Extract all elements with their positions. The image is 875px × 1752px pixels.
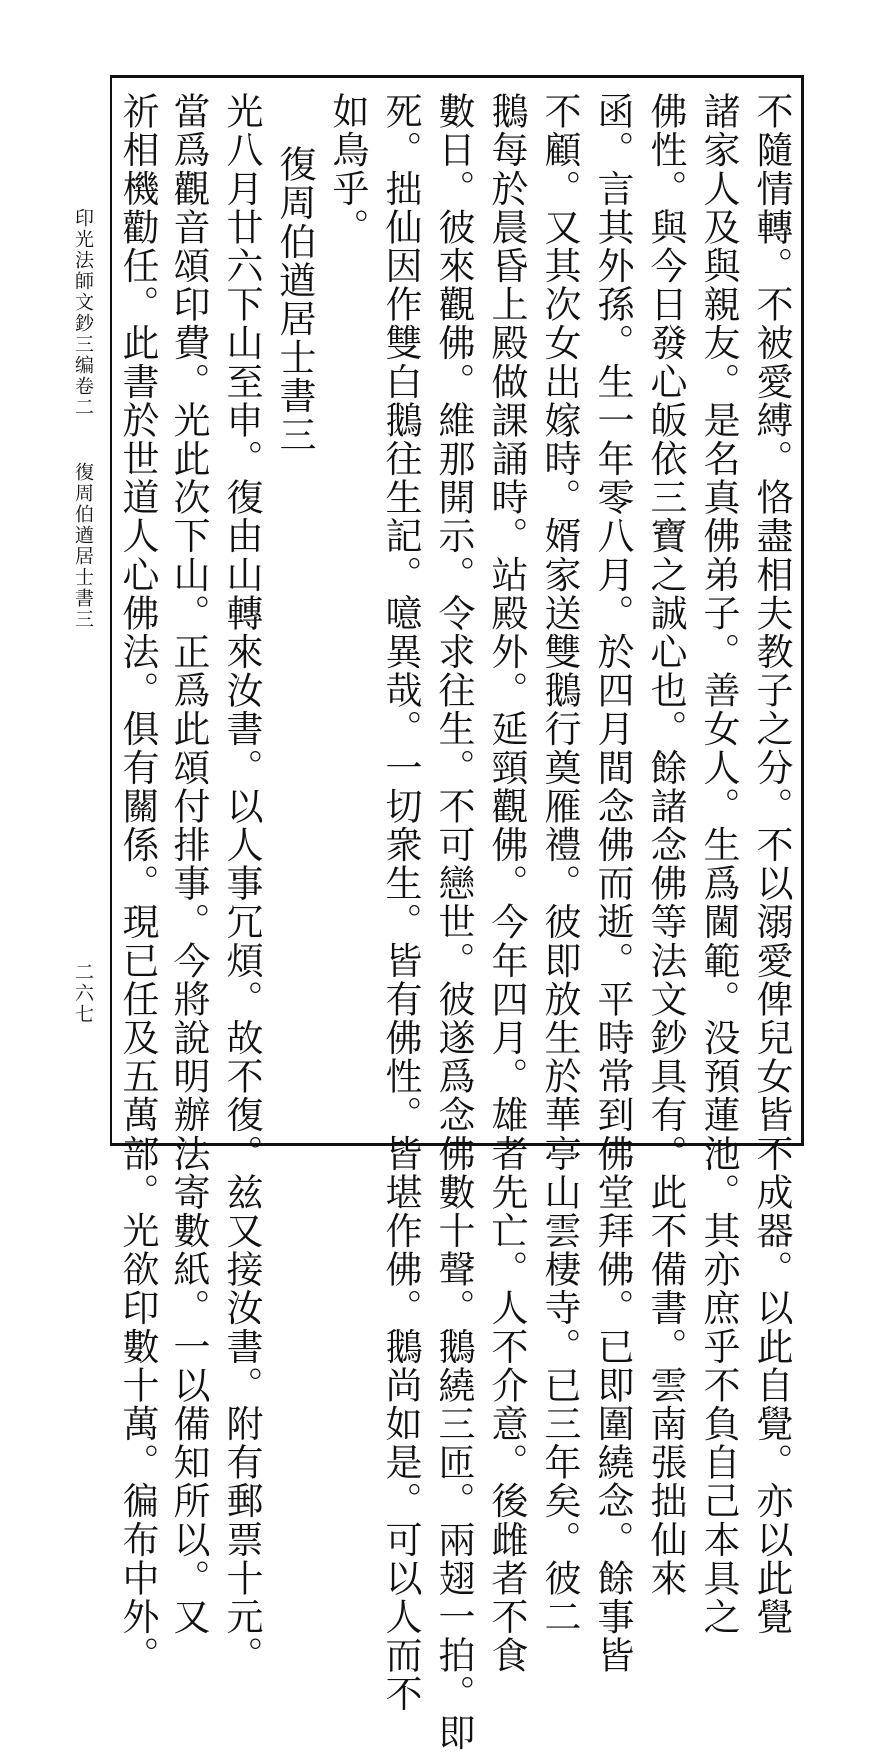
text-column-2: 諸家人及與親友。是名真佛弟子。善女人。生爲閫範。没預蓮池。其亦庶乎不負自己本具之 — [697, 92, 740, 1636]
text-column-4: 函。言其外孫。生一年零八月。於四月間念佛而逝。平時常到佛堂拜佛。已即圍繞念。餘事皆 — [591, 92, 634, 1675]
text-column-1: 不隨情轉。不被愛縛。恪盡相夫教子之分。不以溺愛俾兒女皆不成器。以此自覺。亦以此覺 — [750, 92, 793, 1636]
text-column-3: 佛性。與今日發心皈依三寶之誠心也。餘諸念佛等法文鈔具有。此不備書。雲南張拙仙來 — [644, 92, 687, 1598]
text-column-8: 死。拙仙因作雙白鵝往生記。噫異哉。一切衆生。皆有佛性。皆堪作佛。鵝尚如是。可以人而不 — [379, 92, 422, 1714]
margin-section-title: 復周伯遒居士書三 — [72, 462, 94, 630]
margin-page-number: 二六七 — [72, 962, 94, 1025]
frame-top-border — [110, 75, 804, 78]
letter-title: 復周伯遒居士書三 — [273, 145, 316, 454]
margin-book-title: 印光法師文鈔三编卷二 — [72, 208, 94, 418]
frame-right-border — [801, 75, 804, 1146]
text-column-13: 祈相機勸任。此書於世道人心佛法。俱有關係。現已任及五萬部。光欲印數十萬。徧布中外。 — [116, 92, 159, 1675]
text-column-7: 數日。彼來觀佛。維那開示。令求往生。不可戀世。彼遂爲念佛數十聲。鵝繞三匝。兩翅一拍。即 — [432, 92, 475, 1752]
text-column-11: 光八月廿六下山至申。復由山轉來汝書。以人事冗煩。故不復。兹又接汝書。附有郵票十元。 — [220, 92, 263, 1675]
text-column-5: 不顧。又其次女出嫁時。婿家送雙鵝行奠雁禮。彼即放生於華亭山雲棲寺。已三年矣。彼二 — [538, 92, 581, 1636]
text-column-6: 鵝每於晨昏上殿做課誦時。站殿外。延頸觀佛。今年四月。雄者先亡。人不介意。後雌者不食 — [485, 92, 528, 1675]
text-column-12: 當爲觀音頌印費。光此次下山。正爲此頌付排事。今將說明辦法寄數紙。一以備知所以。又 — [167, 92, 210, 1636]
text-column-9: 如鳥乎。 — [326, 92, 369, 247]
